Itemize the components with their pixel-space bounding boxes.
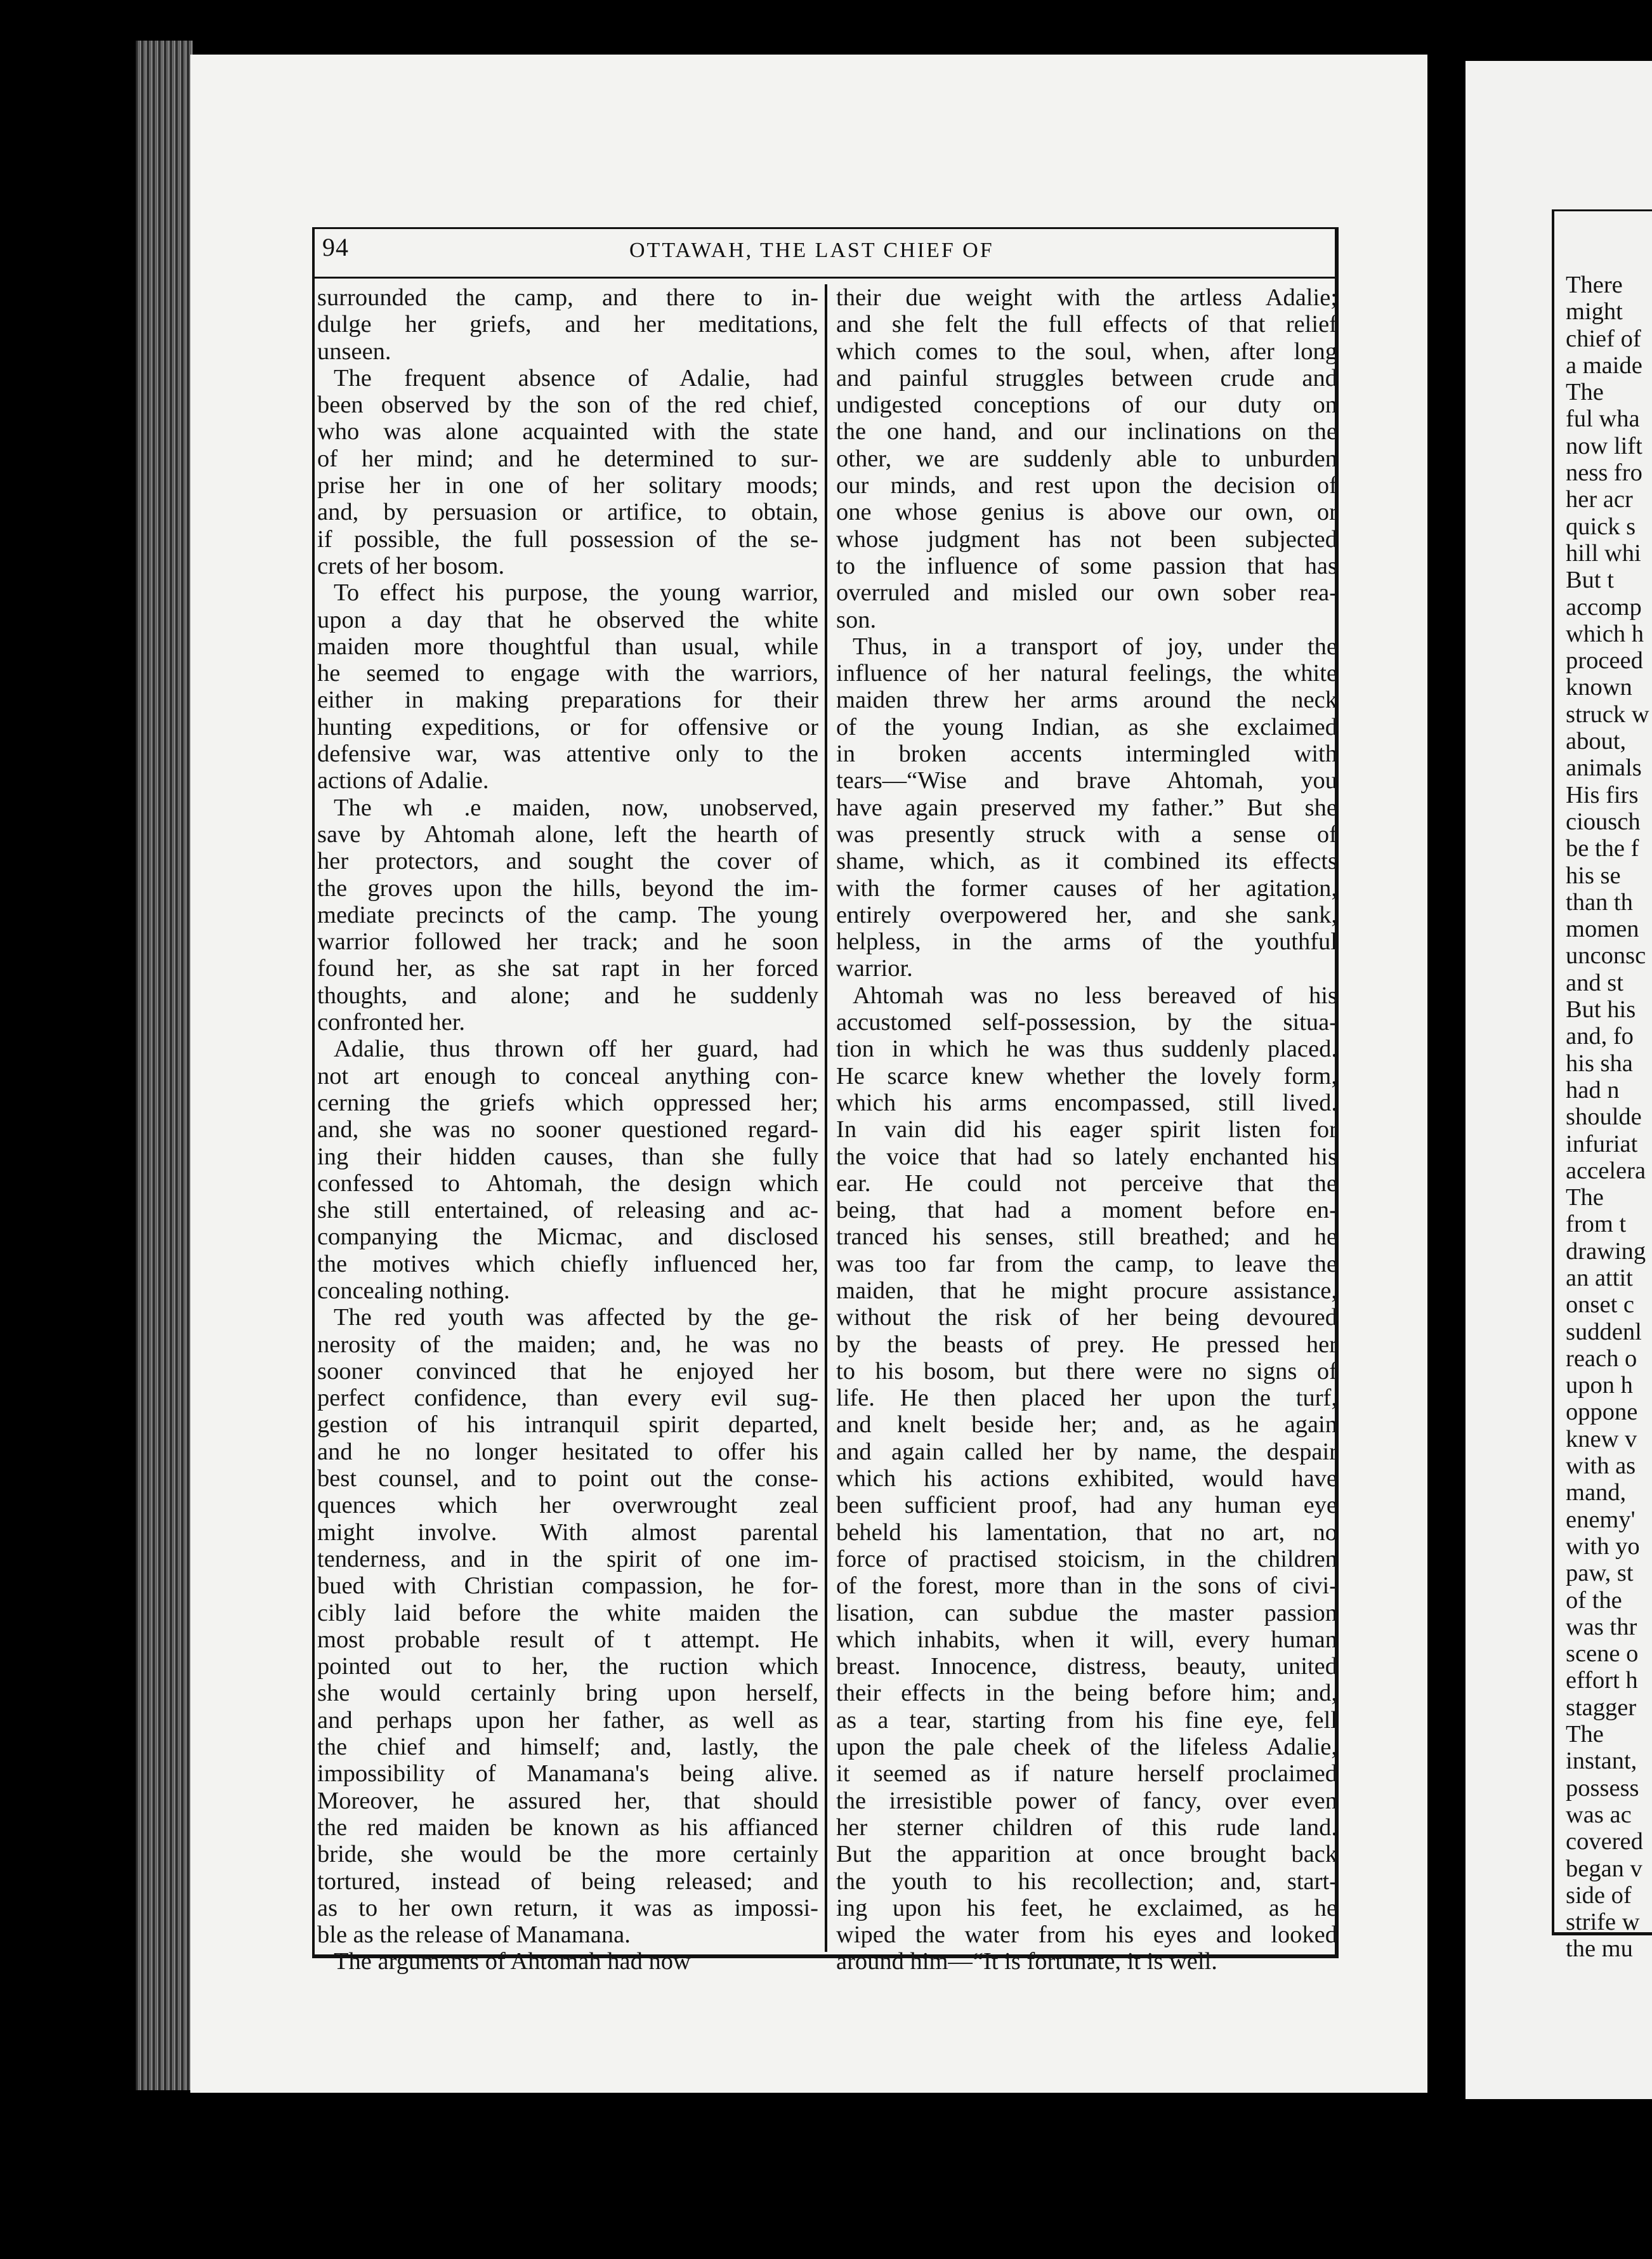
text-line: her sterner children of this rude land. bbox=[836, 1814, 1337, 1841]
text-line: beheld his lamentation, that no art, no bbox=[836, 1518, 1337, 1546]
text-line: which his actions exhibited, would have bbox=[836, 1465, 1337, 1492]
text-line: be the f bbox=[1566, 835, 1639, 862]
text-line: best counsel, and to point out the conse- bbox=[317, 1465, 818, 1492]
text-line: prise her in one of her solitary moods; bbox=[317, 472, 818, 499]
text-line: He scarce knew whether the lovely form, bbox=[836, 1062, 1337, 1090]
text-line: son. bbox=[836, 606, 877, 633]
text-line: breast. Innocence, distress, beauty, united bbox=[836, 1653, 1337, 1680]
text-line: of the bbox=[1566, 1586, 1622, 1614]
text-line: about, bbox=[1566, 728, 1627, 755]
text-line: a maide bbox=[1566, 352, 1642, 379]
text-line: influence of her natural feelings, the white bbox=[836, 660, 1337, 687]
text-line: which comes to the soul, when, after long bbox=[836, 338, 1337, 365]
text-line: surrounded the camp, and there to in- bbox=[317, 284, 818, 311]
text-line: dulge her griefs, and her meditations, bbox=[317, 311, 818, 338]
text-line: Moreover, he assured her, that should bbox=[317, 1787, 818, 1814]
text-line: warrior followed her track; and he soon bbox=[317, 928, 818, 956]
text-line: The bbox=[1566, 1184, 1604, 1211]
text-line: began v bbox=[1566, 1855, 1642, 1882]
text-line: found her, as she sat rapt in her forced bbox=[317, 955, 818, 982]
text-line: with as bbox=[1566, 1452, 1636, 1480]
text-line: he seemed to engage with the warriors, bbox=[317, 660, 818, 687]
text-line: maiden threw her arms around the neck bbox=[836, 687, 1337, 714]
text-line: the groves upon the hills, beyond the im- bbox=[317, 874, 818, 902]
text-line: the one hand, and our inclinations on the bbox=[836, 418, 1337, 445]
text-line: the chief and himself; and, lastly, the bbox=[317, 1734, 818, 1761]
text-line: the motives which chiefly influenced her, bbox=[317, 1250, 818, 1277]
text-column-left bbox=[317, 284, 818, 1975]
text-line: the irresistible power of fancy, over even bbox=[836, 1787, 1337, 1814]
text-line: had n bbox=[1566, 1076, 1620, 1103]
text-line: enemy' bbox=[1566, 1506, 1636, 1533]
text-line: Ahtomah was no less bereaved of his bbox=[853, 982, 1337, 1009]
column-divider bbox=[825, 284, 827, 1952]
text-line: one whose genius is above our own, or bbox=[836, 499, 1337, 526]
text-line: was presently struck with a sense of bbox=[836, 820, 1337, 848]
text-line: stagger bbox=[1566, 1694, 1637, 1721]
text-line: her acr bbox=[1566, 486, 1633, 513]
text-line: struck w bbox=[1566, 701, 1649, 728]
text-line: upon h bbox=[1566, 1372, 1633, 1399]
text-line: their effects in the being before him; and, bbox=[836, 1680, 1337, 1707]
text-line: covered bbox=[1566, 1828, 1643, 1855]
text-line: The wh .e maiden, now, unobserved, bbox=[334, 794, 818, 821]
text-line: was ac bbox=[1566, 1801, 1632, 1828]
text-line: thoughts, and alone; and he suddenly bbox=[317, 982, 818, 1009]
text-line: accelera bbox=[1566, 1157, 1646, 1184]
text-line: an attit bbox=[1566, 1264, 1633, 1291]
text-line: hill whi bbox=[1566, 539, 1641, 567]
text-line: chief of bbox=[1566, 325, 1641, 352]
text-line: companying the Micmac, and disclosed bbox=[317, 1223, 818, 1251]
text-line: shoulde bbox=[1566, 1103, 1642, 1131]
text-line: wiped the water from his eyes and looked bbox=[836, 1921, 1337, 1949]
text-line: if possible, the full possession of the se- bbox=[317, 525, 818, 553]
text-line: and again called her by name, the despair bbox=[836, 1438, 1337, 1465]
book-page-edges bbox=[136, 41, 193, 2090]
text-line: force of practised stoicism, in the children bbox=[836, 1545, 1337, 1572]
text-line: accustomed self-possession, by the situa- bbox=[836, 1009, 1337, 1036]
text-line: effort h bbox=[1566, 1667, 1638, 1694]
text-line: paw, st bbox=[1566, 1560, 1634, 1587]
text-line: To effect his purpose, the young warrior, bbox=[334, 579, 818, 607]
text-line: hunting expeditions, or for offensive or bbox=[317, 713, 818, 741]
text-line: unconsc bbox=[1566, 942, 1646, 970]
text-line: scene o bbox=[1566, 1640, 1639, 1668]
text-line: undigested conceptions of our duty on bbox=[836, 392, 1337, 419]
text-line: mediate precincts of the camp. The young bbox=[317, 901, 818, 928]
text-line: known bbox=[1566, 674, 1632, 701]
text-line: defensive war, was attentive only to the bbox=[317, 741, 818, 768]
text-line: shame, which, as it combined its effects bbox=[836, 848, 1337, 875]
text-line: The red youth was affected by the ge- bbox=[334, 1304, 818, 1331]
text-line: being, that had a moment before en- bbox=[836, 1197, 1337, 1224]
text-line: ful wha bbox=[1566, 405, 1640, 433]
text-line: tortured, instead of being released; and bbox=[317, 1867, 818, 1895]
text-line: it seemed as if nature herself proclaimed bbox=[836, 1760, 1337, 1788]
text-line: without the risk of her being devoured bbox=[836, 1304, 1337, 1331]
text-line: Adalie, thus thrown off her guard, had bbox=[334, 1036, 818, 1063]
text-line: accomp bbox=[1566, 593, 1642, 621]
text-line: not art enough to conceal anything con- bbox=[317, 1062, 818, 1090]
text-line: was thr bbox=[1566, 1613, 1637, 1640]
text-line: to the influence of some passion that has bbox=[836, 552, 1337, 579]
text-line: with yo bbox=[1566, 1532, 1640, 1560]
text-line: infuriat bbox=[1566, 1130, 1638, 1157]
text-line: The bbox=[1566, 379, 1604, 406]
text-line: their due weight with the artless Adalie; bbox=[836, 284, 1337, 311]
text-line: and st bbox=[1566, 969, 1623, 996]
text-line: knew v bbox=[1566, 1425, 1637, 1452]
text-line: But his bbox=[1566, 996, 1636, 1024]
text-line: as a tear, starting from his fine eye, fell bbox=[836, 1706, 1337, 1734]
text-line: unseen. bbox=[317, 338, 391, 365]
text-line: most probable result of t attempt. He bbox=[317, 1626, 818, 1653]
text-line: His firs bbox=[1566, 781, 1639, 808]
text-column-right bbox=[836, 284, 1337, 1975]
text-line: instant, bbox=[1566, 1748, 1637, 1775]
text-line: as to her own return, it was as impossi- bbox=[317, 1894, 818, 1921]
text-line: the voice that had so lately enchanted his bbox=[836, 1143, 1337, 1170]
text-line: entirely overpowered her, and she sank, bbox=[836, 901, 1337, 928]
text-line: maiden, that he might procure assistance, bbox=[836, 1277, 1337, 1304]
text-line: But the apparition at once brought back bbox=[836, 1841, 1337, 1868]
text-line: which inhabits, when it will, every human bbox=[836, 1626, 1337, 1653]
text-line: the youth to his recollection; and, start- bbox=[836, 1867, 1337, 1895]
text-line: perfect confidence, than every evil sug- bbox=[317, 1385, 818, 1412]
text-line: with the former causes of her agitation, bbox=[836, 874, 1337, 902]
text-line: have again preserved my father.” But she bbox=[836, 794, 1337, 821]
text-line: bued with Christian compassion, he for- bbox=[317, 1572, 818, 1600]
text-line: been observed by the son of the red chief, bbox=[317, 392, 818, 419]
text-line: cerning the griefs which oppressed her; bbox=[317, 1089, 818, 1116]
text-line: The frequent absence of Adalie, had bbox=[334, 364, 818, 392]
text-line: bride, she would be the more certainly bbox=[317, 1841, 818, 1868]
text-line: nerosity of the maiden; and, he was no bbox=[317, 1331, 818, 1358]
text-line: quences which her overwrought zeal bbox=[317, 1492, 818, 1519]
text-line: impossibility of Manamana's being alive. bbox=[317, 1760, 818, 1788]
text-line: But t bbox=[1566, 567, 1614, 594]
text-line: from t bbox=[1566, 1211, 1627, 1238]
text-line: maiden more thoughtful than usual, while bbox=[317, 633, 818, 660]
text-line: ing their hidden causes, than she fully bbox=[317, 1143, 818, 1170]
text-line: mand, bbox=[1566, 1479, 1627, 1506]
text-line: and, she was no sooner questioned regard- bbox=[317, 1116, 818, 1143]
text-line: was too far from the camp, to leave the bbox=[836, 1250, 1337, 1277]
text-line: her protectors, and sought the cover of bbox=[317, 848, 818, 875]
text-line: his se bbox=[1566, 862, 1621, 889]
text-line: drawing bbox=[1566, 1237, 1646, 1265]
text-line: who was alone acquainted with the state bbox=[317, 418, 818, 445]
text-line: and painful struggles between crude and bbox=[836, 364, 1337, 392]
text-line: of her mind; and he determined to sur- bbox=[317, 445, 818, 472]
text-line: and, fo bbox=[1566, 1023, 1634, 1050]
text-line: been sufficient proof, had any human eye bbox=[836, 1492, 1337, 1519]
right-page-text-fragment bbox=[1566, 272, 1652, 1963]
text-line: in broken accents intermingled with bbox=[836, 741, 1337, 768]
text-line: ing upon his feet, he exclaimed, as he bbox=[836, 1894, 1337, 1921]
text-line: and he no longer hesitated to offer his bbox=[317, 1438, 818, 1465]
text-line: reach o bbox=[1566, 1345, 1637, 1372]
text-line: animals bbox=[1566, 754, 1642, 782]
text-line: tranced his senses, still breathed; and he bbox=[836, 1223, 1337, 1251]
text-line: ear. He could not perceive that the bbox=[836, 1169, 1337, 1197]
text-line: and, by persuasion or artifice, to obtain, bbox=[317, 499, 818, 526]
text-line: his sha bbox=[1566, 1050, 1633, 1077]
text-line: she would certainly bring upon herself, bbox=[317, 1680, 818, 1707]
text-line: possess bbox=[1566, 1774, 1639, 1801]
text-line: than th bbox=[1566, 888, 1633, 916]
text-line: now lift bbox=[1566, 432, 1642, 459]
text-line: she still entertained, of releasing and ac- bbox=[317, 1197, 818, 1224]
text-line: confessed to Ahtomah, the design which bbox=[317, 1169, 818, 1197]
text-line: which h bbox=[1566, 620, 1644, 647]
text-line: gestion of his intranquil spirit departed, bbox=[317, 1411, 818, 1439]
book-gutter bbox=[1427, 0, 1465, 2259]
text-line: oppone bbox=[1566, 1399, 1638, 1426]
text-line: The bbox=[1566, 1721, 1604, 1748]
page-number: 94 bbox=[322, 233, 349, 261]
text-line: quick s bbox=[1566, 513, 1636, 540]
text-line: and perhaps upon her father, as well as bbox=[317, 1706, 818, 1734]
text-line: ciousch bbox=[1566, 808, 1641, 835]
text-line: of the forest, more than in the sons of civi- bbox=[836, 1572, 1337, 1600]
text-line: The arguments of Ahtomah had now bbox=[334, 1948, 691, 1975]
text-line: warrior. bbox=[836, 955, 913, 982]
text-line: confronted her. bbox=[317, 1009, 466, 1036]
text-line: our minds, and rest upon the decision of bbox=[836, 472, 1337, 499]
text-line: to his bosom, but there were no signs of bbox=[836, 1357, 1337, 1385]
text-line: overruled and misled our own sober rea- bbox=[836, 579, 1337, 607]
text-line: helpless, in the arms of the youthful bbox=[836, 928, 1337, 956]
text-line: the red maiden be known as his affianced bbox=[317, 1814, 818, 1841]
text-line: suddenl bbox=[1566, 1318, 1642, 1345]
text-line: Thus, in a transport of joy, under the bbox=[853, 633, 1337, 660]
text-line: by the beasts of prey. He pressed her bbox=[836, 1331, 1337, 1358]
text-line: tenderness, and in the spirit of one im- bbox=[317, 1545, 818, 1572]
text-line: and she felt the full effects of that relief bbox=[836, 311, 1337, 338]
text-line: concealing nothing. bbox=[317, 1277, 510, 1304]
text-line: tion in which he was thus suddenly placed. bbox=[836, 1036, 1337, 1063]
text-line: onset c bbox=[1566, 1291, 1634, 1319]
header-rule bbox=[312, 277, 1339, 279]
text-line: might involve. With almost parental bbox=[317, 1518, 818, 1546]
text-line: There bbox=[1566, 272, 1623, 298]
text-line: around him—“It is fortunate, it is well. bbox=[836, 1948, 1217, 1975]
text-line: sooner convinced that he enjoyed her bbox=[317, 1357, 818, 1385]
running-head: OTTAWAH, THE LAST CHIEF OF bbox=[629, 239, 994, 262]
text-line: crets of her bosom. bbox=[317, 552, 505, 579]
text-line: actions of Adalie. bbox=[317, 767, 489, 794]
text-line: and knelt beside her; and, as he again bbox=[836, 1411, 1337, 1439]
text-line: tears—“Wise and brave Ahtomah, you bbox=[836, 767, 1337, 794]
text-line: side of bbox=[1566, 1881, 1632, 1909]
text-line: upon a day that he observed the white bbox=[317, 606, 818, 633]
text-line: momen bbox=[1566, 916, 1639, 943]
text-line: upon the pale cheek of the lifeless Adalie, bbox=[836, 1734, 1337, 1761]
text-line: which his arms encompassed, still lived. bbox=[836, 1089, 1337, 1116]
text-line: lisation, can subdue the master passion bbox=[836, 1599, 1337, 1626]
text-line: ness fro bbox=[1566, 459, 1642, 487]
text-line: other, we are suddenly able to unburden bbox=[836, 445, 1337, 472]
text-line: might bbox=[1566, 298, 1623, 326]
text-line: cibly laid before the white maiden the bbox=[317, 1599, 818, 1626]
text-line: pointed out to her, the ruction which bbox=[317, 1653, 818, 1680]
text-line: ble as the release of Manamana. bbox=[317, 1921, 631, 1949]
text-line: In vain did his eager spirit listen for bbox=[836, 1116, 1337, 1143]
text-line: the mu bbox=[1566, 1935, 1633, 1963]
text-line: strife w bbox=[1566, 1909, 1640, 1936]
text-line: proceed bbox=[1566, 647, 1643, 675]
text-line: whose judgment has not been subjected bbox=[836, 525, 1337, 553]
text-line: life. He then placed her upon the turf, bbox=[836, 1385, 1337, 1412]
text-line: of the young Indian, as she exclaimed bbox=[836, 713, 1337, 741]
text-line: either in making preparations for their bbox=[317, 687, 818, 714]
text-line: save by Ahtomah alone, left the hearth of bbox=[317, 820, 818, 848]
